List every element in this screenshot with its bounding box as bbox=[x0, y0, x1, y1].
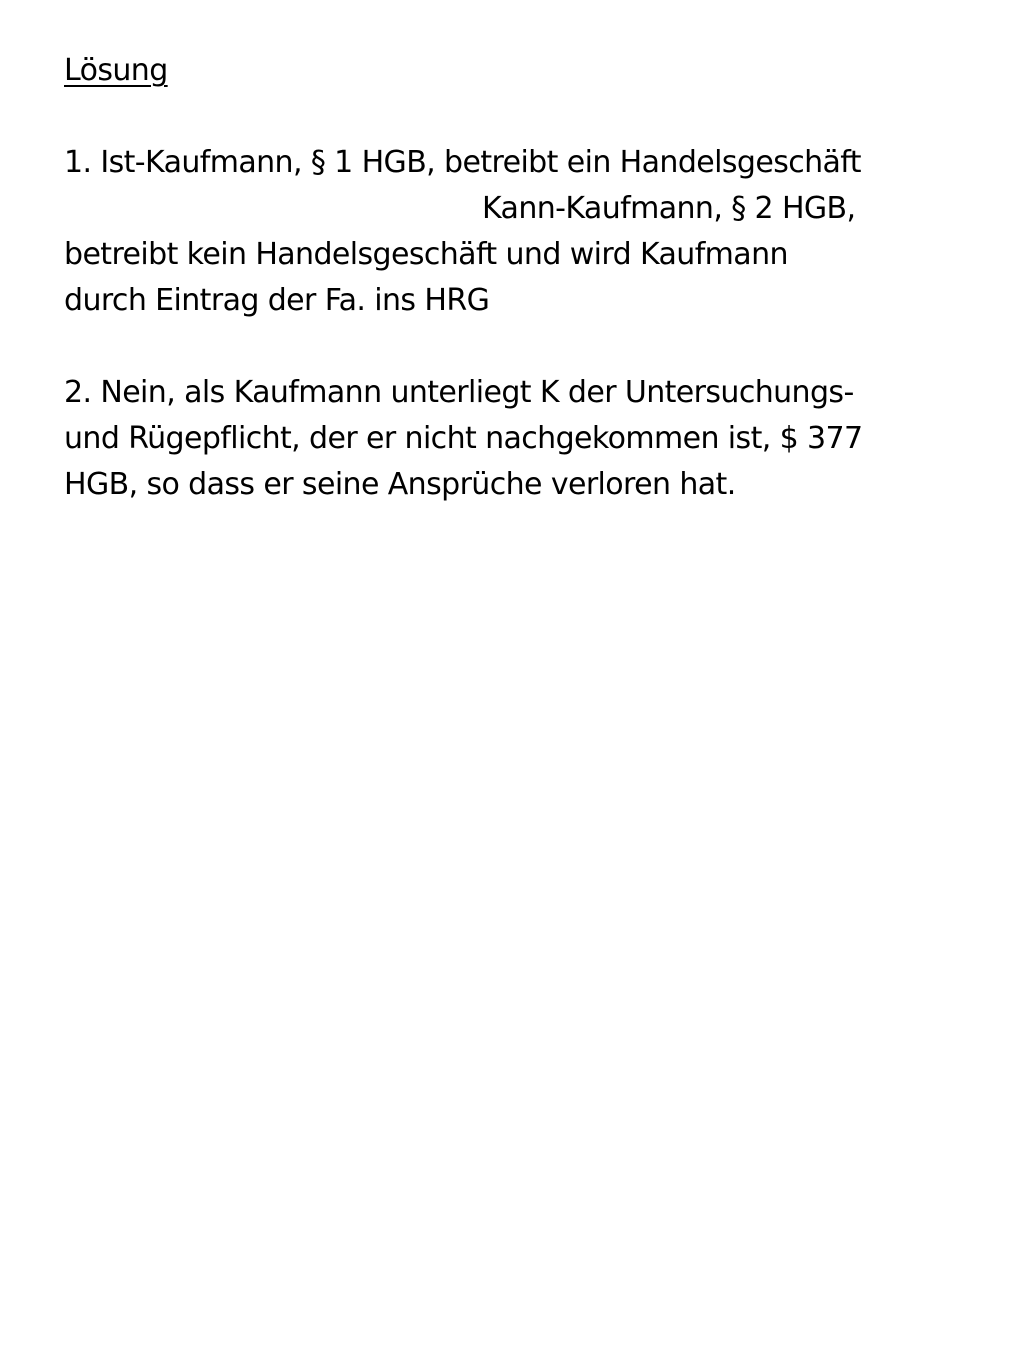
answer-2-line-3: HGB, so dass er seine Ansprüche verloren hat. bbox=[64, 467, 736, 502]
answer-1-line-1: 1. Ist-Kaufmann, § 1 HGB, betreibt ein Handelsgeschäft bbox=[64, 145, 861, 180]
solution-text bbox=[64, 48, 964, 508]
answer-1-line-4: durch Eintrag der Fa. ins HRG bbox=[64, 283, 490, 318]
answer-2-line-1: 2. Nein, als Kaufmann unterliegt K der Untersuchungs- bbox=[64, 375, 854, 410]
answer-2-line-2: und Rügepflicht, der er nicht nachgekommen ist, $ 377 bbox=[64, 421, 863, 456]
answer-1-line-3: betreibt kein Handelsgeschäft und wird Kaufmann bbox=[64, 237, 788, 272]
solution-heading: Lösung bbox=[64, 53, 168, 88]
answer-1-line-2: Kann-Kaufmann, § 2 HGB, bbox=[482, 191, 856, 226]
spacer bbox=[64, 94, 964, 140]
spacer bbox=[64, 324, 964, 370]
